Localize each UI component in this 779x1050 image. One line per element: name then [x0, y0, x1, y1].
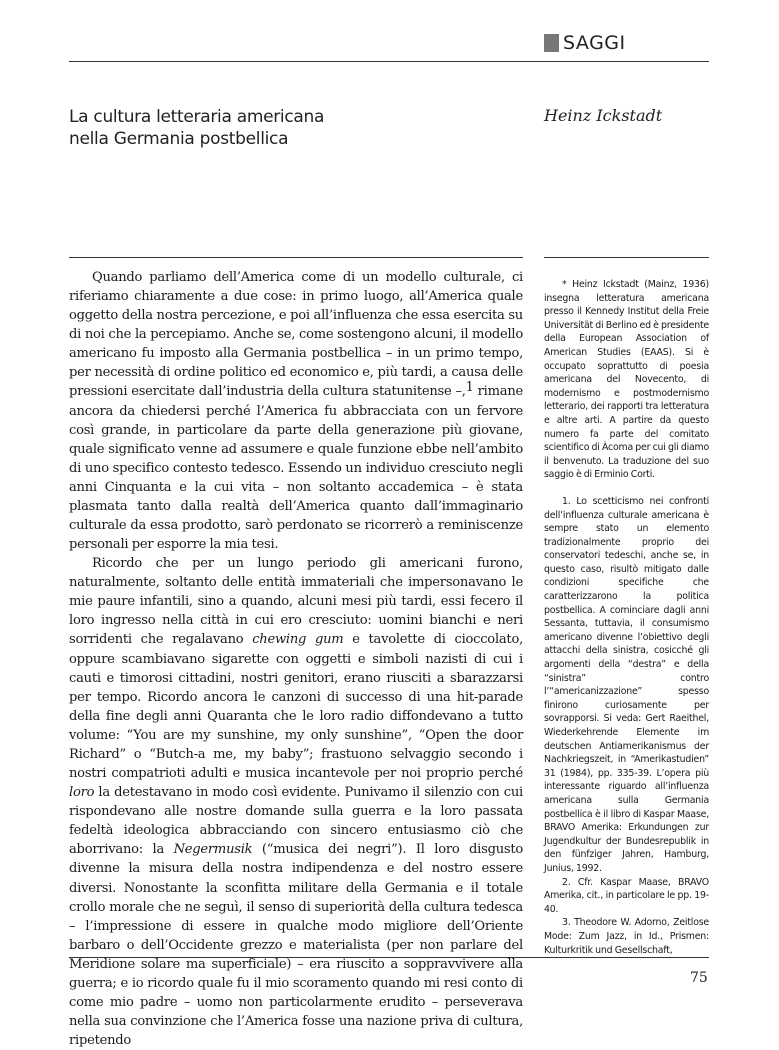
page-number: 75 [690, 970, 708, 986]
title-line-2: nella Germania postbellica [69, 129, 289, 149]
body-paragraph-2 [69, 554, 523, 1050]
author-name: Heinz Ickstadt [544, 106, 663, 125]
bottom-rule [69, 957, 709, 958]
body-text: (“musica dei negri”). Il loro disgusto divenne la misura della nostra indipendenza e del nostro essere diversi. Nonostante la sconfitta militare della Germania e il totale crollo morale che ne seguì, il senso di superiorità della cultura tedesca – l’impressione di essere in qualche modo migliore dell’Oriente barbaro o dell’Occidente grezzo e materialista (per non parlare del Meridione solare ma superficiale) – era riuscito a soppravvivere alla guerra; e io ricordo quale fu il mio scoramento quando mi resi conto di come mio padre – uomo non particolarmente erudito – perseverava nella sua convinzione che l’America fosse una nazione priva di cultura, ripetendo [69, 842, 523, 1049]
footnote-1: 1. Lo scetticismo nei confronti dell’influenza culturale americana è sempre stato un elemento tradizionalmente proprio dei conservatori tedeschi, anche se, in questo caso, risultò mitigato dalle condizioni specifiche che caratterizzarono la politica postbellica. A cominciare dagli anni Sessanta, tuttavia, il consumismo americano divenne l’obiettivo degli attacchi della sinistra, cosicché gli argomenti della “destra” e della “sinistra” contro l’“americanizzazione” spesso finirono curiosamente per sovrapporsi. Si veda: Gert Raeithel, Wiederkehrende Elemente im deutschen Antiamerikanismus der Nachkriegszeit, in “Amerikastudien” 31 (1984), pp. 335-39. L’opera più interessante riguardo all’influenza americana sulla Germania postbellica è il libro di Kaspar Maase, BRAVO Amerika: Erkundungen zur Jugendkultur der Bundesrepublik in den fünfziger Jahren, Hamburg, Junius, 1992. [544, 495, 709, 874]
article-body [69, 268, 523, 1050]
body-text: e tavolette di cioccolato, oppure scambiavano sigarette con oggetti e simboli nazisti di cui i cauti e timorosi cittadini, nostri genitori, erano riusciti a sbarazzarsi per tempo. Ricordo ancora le canzoni di successo di una hit-parade della fine degli anni Quaranta che le loro radio diffondevano a tutto volume: “You are my sunshine, my only sunshine”, “Open the door Richard” o “Butch-a me, my baby”; frastuono selvaggio secondo i nostri compatrioti adulti e musica incantevole per noi proprio perché [69, 632, 523, 782]
footnotes-column [544, 278, 709, 957]
top-rule [69, 61, 709, 62]
italic-term: loro [69, 785, 95, 801]
footnote-3: 3. Theodore W. Adorno, Zeitlose Mode: Zum Jazz, in Id., Prismen: Kulturkritik und Gesellschaft, [544, 917, 709, 956]
article-title [69, 106, 324, 150]
title-line-1: La cultura letteraria americana [69, 107, 325, 127]
section-tag [544, 32, 626, 54]
footnote-ref-1: 1 [465, 380, 474, 396]
footnote-2: 2. Cfr. Kaspar Maase, BRAVO Amerika, cit., in particolare le pp. 19-40. [544, 876, 709, 915]
italic-term: Negermusik [173, 842, 253, 858]
body-text: la detestavano in modo così evidente. Punivamo il silenzio con cui rispondevano alle nostre domande sulla guerra e la loro passata fedeltà ideologica abbracciando con sincero entusiasmo ciò che aborrivano: la [69, 785, 523, 858]
italic-term: chewing gum [252, 632, 344, 648]
section-label: SAGGI [563, 32, 626, 54]
body-text: Quando parliamo dell’America come di un modello culturale, ci riferiamo chiaramente a due cose: in primo luogo, all’America quale oggetto della nostra percezione, e poi all’influenza che essa esercita su di noi che la percepiamo. Anche se, come sostengono alcuni, il modello americano fu imposto alla Germania postbellica – in un primo tempo, per necessità di ordine politico ed economico e, più tardi, a causa delle pressioni esercitate dall’industria della cultura statunitense –, [69, 270, 523, 400]
body-text: rimane ancora da chiedersi perché l’America fu abbracciata con un fervore così grande, in particolare da parte della generazione più giovane, quale significato venne ad assumere e quale funzione ebbe nell’ambito di uno specifico contesto tedesco. Essendo un individuo cresciuto negli anni Cinquanta e la cui vita – non soltanto accademica – è stata plasmata tanto dalla realtà dell’America quanto dall’immaginario culturale da essa prodotto, sarò perdonato se ricorrerò a reminiscenze personali per esporre la mia tesi. [69, 384, 523, 553]
notes-rule [544, 257, 709, 258]
body-text: Ricordo che per un lungo periodo gli americani furono, naturalmente, soltanto delle entità immateriali che impersonavano le mie paure infantili, sino a quando, alcuni mesi più tardi, essi fecero il loro ingresso nella città in cui ero cresciuto: uomini bianchi e neri sorridenti che regalavano [69, 556, 523, 648]
body-paragraph-1 [69, 268, 523, 554]
author-note: * Heinz Ickstadt (Mainz, 1936) insegna letteratura americana presso il Kennedy Institut della Freie Universität di Berlino ed è presidente della European Association of American Studies (EAAS). Si è occupato soprattutto di poesia americana del Novecento, di modernismo e postmodernismo letterario, dei rapporti tra letteratura e altre arti. A partire da questo numero fa parte del comitato scientifico di Àcoma per cui gli diamo il benvenuto. La traduzione del suo saggio è di Erminio Corti. [544, 279, 709, 481]
section-square-icon [544, 34, 559, 52]
body-rule [69, 257, 523, 258]
